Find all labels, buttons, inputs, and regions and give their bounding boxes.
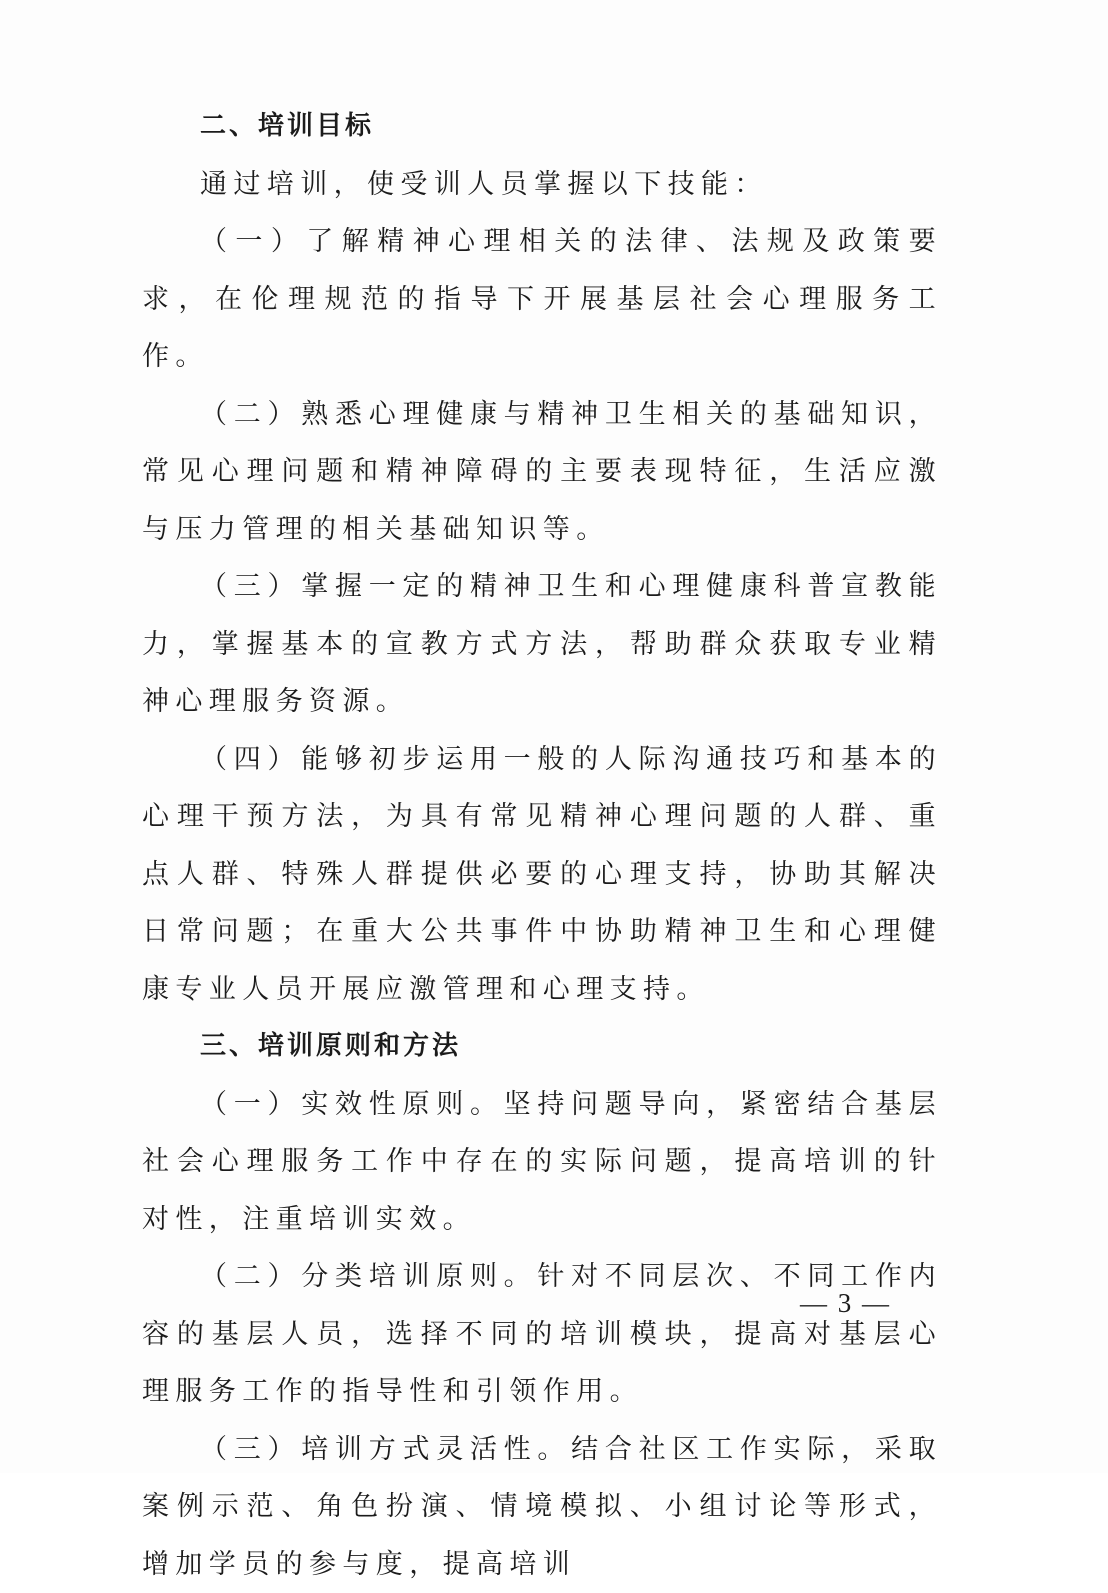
paragraph-principle-3: （三）培训方式灵活性。结合社区工作实际，采取案例示范、角色扮演、情境模拟、小组讨论等形式，增加学员的参与度，提高培训 bbox=[142, 1421, 942, 1593]
paragraph-goal-4: （四）能够初步运用一般的人际沟通技巧和基本的心理干预方法，为具有常见精神心理问题的人群、重点人群、特殊人群提供必要的心理支持，协助其解决日常问题；在重大公共事件中协助精神卫生和心理健康专业人员开展应激管理和心理支持。 bbox=[142, 731, 942, 1019]
paragraph-goal-3: （三）掌握一定的精神卫生和心理健康科普宣教能力，掌握基本的宣教方式方法，帮助群众获取专业精神心理服务资源。 bbox=[142, 558, 942, 731]
paragraph-intro: 通过培训，使受训人员掌握以下技能： bbox=[142, 156, 942, 214]
paragraph-goal-2: （二）熟悉心理健康与精神卫生相关的基础知识，常见心理问题和精神障碍的主要表现特征，生活应激与压力管理的相关基础知识等。 bbox=[142, 386, 942, 559]
section-heading-principles: 三、培训原则和方法 bbox=[142, 1018, 942, 1076]
paragraph-goal-1: （一）了解精神心理相关的法律、法规及政策要求，在伦理规范的指导下开展基层社会心理服务工作。 bbox=[142, 213, 942, 386]
section-heading-training-goals: 二、培训目标 bbox=[142, 98, 942, 156]
page-number: — 3 — bbox=[800, 1288, 891, 1319]
paragraph-principle-1: （一）实效性原则。坚持问题导向，紧密结合基层社会心理服务工作中存在的实际问题，提高培训的针对性，注重培训实效。 bbox=[142, 1076, 942, 1249]
document-body bbox=[142, 98, 942, 1593]
paragraph-principle-2: （二）分类培训原则。针对不同层次、不同工作内容的基层人员，选择不同的培训模块，提高对基层心理服务工作的指导性和引领作用。 bbox=[142, 1248, 942, 1421]
